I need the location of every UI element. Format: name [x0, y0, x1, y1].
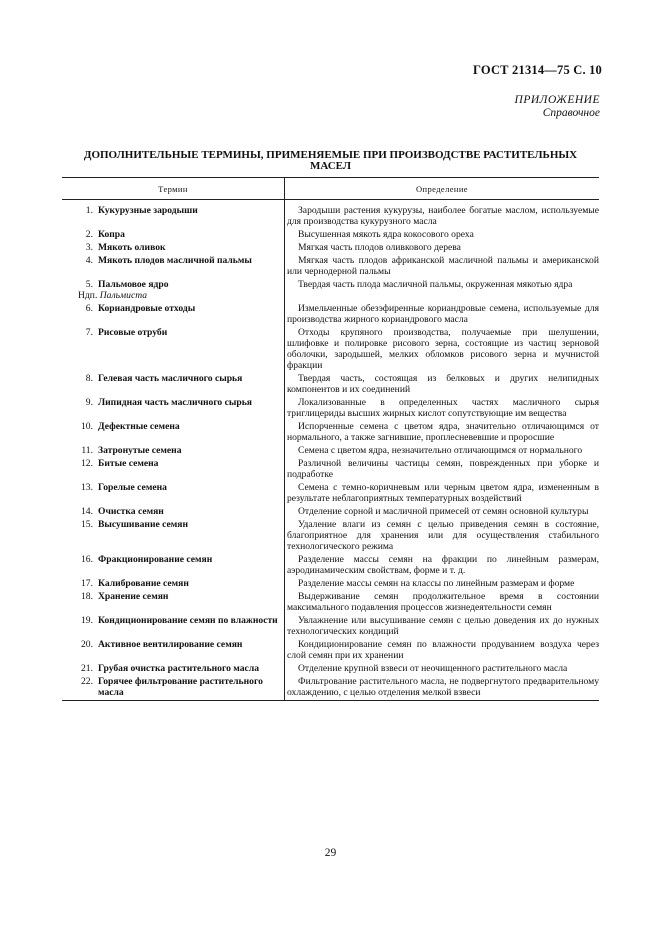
- definition-cell: Твердая часть, состоящая из белковых и других нелипидных компонентов и их соединений: [287, 373, 599, 395]
- definition-cell: Отходы крупяного производства, получаемые при шелушении, шлифовке и полировке рисового зерна, состоящие из частиц зерновой оболочки, зародышей, мелких обломков рисового зерна и мучнистой фракции: [287, 327, 599, 371]
- definition-cell: Разделение массы семян на фракции по линейным размерам, аэродинамическим свойствам, форме и т. д.: [287, 554, 599, 576]
- term-number: 19.: [81, 615, 93, 626]
- term-name: Мякоть оливок: [98, 242, 166, 253]
- definition-cell: Различной величины частицы семян, поврежденных при уборке и подработке: [287, 458, 599, 480]
- term-number: 3.: [85, 242, 93, 253]
- term-name: Хранение семян: [98, 591, 169, 602]
- term-cell: [62, 578, 285, 591]
- term-number: 18.: [81, 591, 93, 602]
- term-cell: [62, 445, 285, 458]
- table-row: [62, 421, 599, 445]
- definition-cell: Семена с темно-коричневым или черным цветом ядра, измененным в результате неблагоприятных температурных воздействий: [287, 482, 599, 504]
- term-cell: [62, 421, 285, 445]
- term-cell: [62, 591, 285, 615]
- term-cell: [62, 554, 285, 578]
- term-cell: [62, 279, 285, 303]
- term-name: Липидная часть масличного сырья: [98, 397, 252, 408]
- term-name: Калибрование семян: [98, 578, 189, 589]
- term-number: 12.: [81, 458, 93, 469]
- table-row: [62, 242, 599, 255]
- term-line: [62, 421, 281, 432]
- table-row: [62, 458, 599, 482]
- term-number: 14.: [81, 506, 93, 517]
- term-cell: [62, 303, 285, 327]
- terms-table: [62, 177, 599, 700]
- term-number: 1.: [85, 205, 93, 216]
- standard-code-header: ГОСТ 21314—75 С. 10: [473, 63, 602, 77]
- term-name: Дефектные семена: [98, 421, 180, 432]
- definition-cell: Мягкая часть плодов африканской масличной пальмы и американской или чернодерной пальмы: [287, 255, 599, 277]
- term-cell: [62, 639, 285, 663]
- nondesired-label: Ндп.: [78, 290, 98, 301]
- term-line: [62, 482, 281, 493]
- term-line: [62, 205, 281, 216]
- term-line: [62, 458, 281, 469]
- definition-cell: Удаление влаги из семян с целью приведения семян в состояние, благоприятное для хранения или для осуществления стабильного технологического режима: [287, 519, 599, 552]
- term-cell: [62, 397, 285, 421]
- table-row: [62, 445, 599, 458]
- term-name: Грубая очистка растительного масла: [98, 663, 259, 674]
- page-title: [62, 150, 599, 172]
- definition-cell: Семена с цветом ядра, незначительно отличающимся от нормального: [298, 445, 583, 456]
- term-line: [62, 327, 281, 338]
- terms-table-wrapper: [62, 177, 599, 701]
- term-number: 15.: [81, 519, 93, 530]
- term-number: 11.: [81, 445, 93, 456]
- term-name: Активное вентилирование семян: [98, 639, 243, 650]
- term-line: [62, 373, 281, 384]
- definition-cell: Зародыши растения кукурузы, наиболее богатые маслом, используемые для производства кукурузного масла: [287, 205, 599, 227]
- term-line: [62, 615, 281, 626]
- table-row: [62, 397, 599, 421]
- appendix-label: ПРИЛОЖЕНИЕ: [514, 94, 600, 106]
- definition-cell: Выдерживание семян продолжительное время в состоянии максимального подавления процессов жизнедеятельности семян: [287, 591, 599, 613]
- table-row: [62, 663, 599, 676]
- term-name: Высушивание семян: [98, 519, 189, 530]
- term-cell: [62, 327, 285, 373]
- term-line: [62, 578, 281, 589]
- definition-cell: Отделение сорной и масличной примесей от семян основной культуры: [298, 506, 589, 517]
- page-title-line-2: МАСЕЛ: [309, 160, 352, 172]
- nondesired-term-name: Пальмиста: [99, 290, 148, 301]
- term-number: 9.: [85, 397, 93, 408]
- table-row: [62, 591, 599, 615]
- definition-cell: Локализованные в определенных частях масличного сырья триглицериды высших жирных кислот сопутствующие им вещества: [287, 397, 599, 419]
- term-number: 13.: [81, 482, 93, 493]
- table-row: [62, 639, 599, 663]
- term-cell: [62, 200, 285, 230]
- term-name: Горячее фильтрование растительного масла: [98, 676, 263, 698]
- term-number: 10.: [81, 421, 93, 432]
- table-row: [62, 676, 599, 700]
- term-name: Рисовые отруби: [98, 327, 168, 338]
- term-line: [62, 506, 281, 517]
- term-line: [62, 663, 281, 674]
- appendix-label-block: [515, 94, 600, 120]
- table-row: [62, 303, 599, 327]
- term-number: 20.: [81, 639, 93, 650]
- table-bottom-rule: [62, 700, 599, 701]
- table-row: [62, 229, 599, 242]
- term-name: Горелые семена: [98, 482, 167, 493]
- term-line: [62, 639, 281, 650]
- term-name: Фракционирование семян: [98, 554, 213, 565]
- table-row: [62, 554, 599, 578]
- term-name: Очистка семян: [98, 506, 164, 517]
- term-number: 5.: [85, 279, 93, 290]
- term-number: 21.: [81, 663, 93, 674]
- definition-cell: Высушенная мякоть ядра кокосового ореха: [298, 229, 474, 240]
- term-line: [62, 591, 281, 602]
- term-line: [62, 554, 281, 565]
- term-name: Пальмовое ядро: [98, 279, 169, 290]
- term-line: [62, 279, 281, 290]
- term-cell: [62, 373, 285, 397]
- term-line: [62, 255, 281, 266]
- term-number: 16.: [81, 554, 93, 565]
- term-line: [62, 242, 281, 253]
- term-cell: [62, 255, 285, 279]
- nondesired-term: [62, 290, 281, 301]
- definition-cell: Увлажнение или высушивание семян с целью доведения их до нужных технологических кондиций: [287, 615, 599, 637]
- term-line: [62, 229, 281, 240]
- definition-cell: Фильтрование растительного масла, не подвергнутого предварительному охлаждению, с целью отделения мелкой взвеси: [287, 676, 599, 698]
- table-row: [62, 373, 599, 397]
- term-cell: [62, 482, 285, 506]
- table-row: [62, 506, 599, 519]
- term-name: Мякоть плодов масличной пальмы: [98, 255, 252, 266]
- term-cell: [62, 458, 285, 482]
- definition-cell: Отделение крупной взвеси от неочищенного растительного масла: [298, 663, 568, 674]
- page-number: 29: [324, 847, 337, 859]
- table-row: [62, 255, 599, 279]
- term-cell: [62, 663, 285, 676]
- definition-cell: Измельченные обезэфиренные кориандровые семена, используемые для производства жирного кориандрового масла: [287, 303, 599, 325]
- term-name: Кукурузные зародыши: [98, 205, 198, 216]
- term-number: 17.: [81, 578, 93, 589]
- term-number: 7.: [85, 327, 93, 338]
- column-header-term: Термин: [62, 178, 285, 200]
- term-name: Затронутые семена: [98, 445, 182, 456]
- term-number: 4.: [85, 255, 93, 266]
- term-number: 6.: [85, 303, 93, 314]
- term-cell: [62, 229, 285, 242]
- column-header-definition: Определение: [285, 178, 600, 200]
- definition-cell: Мягкая часть плодов оливкового дерева: [298, 242, 461, 253]
- term-cell: [62, 519, 285, 554]
- term-line: [62, 519, 281, 530]
- term-number: 22.: [81, 676, 93, 687]
- table-row: [62, 279, 599, 303]
- definition-cell: Твердая часть плода масличной пальмы, окруженная мякотью ядра: [298, 279, 573, 290]
- definition-cell: Разделение массы семян на классы по линейным размерам и форме: [298, 578, 575, 589]
- table-header-row: [62, 178, 599, 200]
- term-cell: [62, 676, 285, 700]
- table-row: [62, 519, 599, 554]
- table-body: [62, 200, 599, 701]
- term-number: 2.: [85, 229, 93, 240]
- term-name: Копра: [98, 229, 125, 240]
- term-cell: [62, 242, 285, 255]
- table-row: [62, 615, 599, 639]
- page-title-line-1: ДОПОЛНИТЕЛЬНЫЕ ТЕРМИНЫ, ПРИМЕНЯЕМЫЕ ПРИ ПРОИЗВОДСТВЕ РАСТИТЕЛЬНЫХ: [83, 149, 578, 161]
- term-line: [62, 445, 281, 456]
- term-number: 8.: [85, 373, 93, 384]
- table-row: [62, 200, 599, 230]
- table-row: [62, 482, 599, 506]
- appendix-type: Справочное: [542, 107, 600, 119]
- term-name: Битые семена: [98, 458, 159, 469]
- term-line: [62, 676, 281, 698]
- term-name: Кориандровые отходы: [98, 303, 196, 314]
- term-line: [62, 397, 281, 408]
- table-row: [62, 578, 599, 591]
- term-cell: [62, 506, 285, 519]
- term-line: [62, 303, 281, 314]
- table-row: [62, 327, 599, 373]
- definition-cell: Испорченные семена с цветом ядра, значительно отличающимся от нормального, а также загнившие, проплесневевшие и проросшие: [287, 421, 599, 443]
- term-cell: [62, 615, 285, 639]
- definition-cell: Кондиционирование семян по влажности продуванием воздуха через слой семян при их хранении: [287, 639, 599, 661]
- term-name: Кондиционирование семян по влажности: [98, 615, 278, 626]
- term-name: Гелевая часть масличного сырья: [98, 373, 243, 384]
